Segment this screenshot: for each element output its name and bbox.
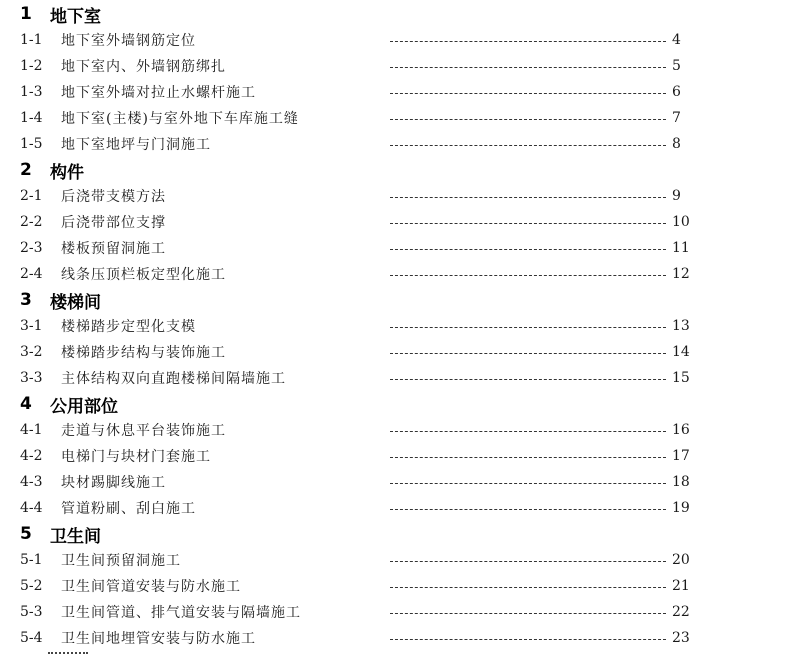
entry-number: 1-2 bbox=[20, 58, 43, 74]
toc-entry[interactable] bbox=[20, 261, 700, 287]
toc-entry[interactable] bbox=[20, 209, 700, 235]
entry-page: 5 bbox=[672, 58, 681, 74]
section-title: 构件 bbox=[50, 162, 84, 183]
dot-leader bbox=[390, 352, 666, 354]
entry-number: 2-2 bbox=[20, 214, 43, 230]
dot-leader bbox=[390, 560, 666, 562]
toc-entry[interactable] bbox=[20, 599, 700, 625]
entry-page: 10 bbox=[672, 214, 690, 230]
entry-title: 楼梯踏步结构与装饰施工 bbox=[61, 345, 226, 361]
entry-page: 16 bbox=[672, 422, 690, 438]
dot-leader bbox=[390, 430, 666, 432]
dot-leader bbox=[390, 326, 666, 328]
entry-title: 楼板预留洞施工 bbox=[61, 241, 166, 257]
dot-leader bbox=[390, 586, 666, 588]
entry-page: 14 bbox=[672, 344, 690, 360]
entry-title: 后浇带部位支撑 bbox=[61, 215, 166, 231]
entry-number: 4-3 bbox=[20, 474, 43, 490]
toc-entry[interactable] bbox=[20, 573, 700, 599]
section-number: 1 bbox=[20, 4, 32, 24]
entry-page: 17 bbox=[672, 448, 690, 464]
entry-title: 卫生间管道、排气道安装与隔墙施工 bbox=[61, 605, 301, 621]
entry-number: 4-1 bbox=[20, 422, 43, 438]
toc-entry[interactable] bbox=[20, 27, 700, 53]
dot-leader bbox=[390, 274, 666, 276]
dot-leader bbox=[390, 638, 666, 640]
entry-title: 楼梯踏步定型化支模 bbox=[61, 319, 196, 335]
entry-title: 后浇带支模方法 bbox=[61, 189, 166, 205]
section-title: 公用部位 bbox=[50, 396, 118, 417]
section-title: 楼梯间 bbox=[50, 292, 101, 313]
toc-entry[interactable] bbox=[20, 131, 700, 157]
section-heading bbox=[20, 287, 101, 313]
section-number: 3 bbox=[20, 290, 32, 310]
entry-page: 7 bbox=[672, 110, 681, 126]
entry-title: 地下室外墙对拉止水螺杆施工 bbox=[61, 85, 256, 101]
entry-title: 卫生间地埋管安装与防水施工 bbox=[61, 631, 256, 647]
section-heading bbox=[20, 1, 101, 27]
dot-leader bbox=[390, 378, 666, 380]
section-number: 5 bbox=[20, 524, 32, 544]
entry-number: 2-4 bbox=[20, 266, 43, 282]
section-heading bbox=[20, 521, 101, 547]
section-number: 4 bbox=[20, 394, 32, 414]
dot-leader bbox=[390, 92, 666, 94]
toc-entry[interactable] bbox=[20, 365, 700, 391]
entry-number: 5-4 bbox=[20, 630, 43, 646]
entry-title: 卫生间预留洞施工 bbox=[61, 553, 181, 569]
toc-entry[interactable] bbox=[20, 443, 700, 469]
entry-number: 2-1 bbox=[20, 188, 43, 204]
section-title: 卫生间 bbox=[50, 526, 101, 547]
entry-number: 1-3 bbox=[20, 84, 43, 100]
entry-title: 地下室地坪与门洞施工 bbox=[61, 137, 211, 153]
dot-leader bbox=[390, 196, 666, 198]
entry-page: 15 bbox=[672, 370, 690, 386]
dot-leader bbox=[390, 144, 666, 146]
entry-title: 线条压顶栏板定型化施工 bbox=[61, 267, 226, 283]
entry-page: 18 bbox=[672, 474, 690, 490]
entry-title: 块材踢脚线施工 bbox=[61, 475, 166, 491]
entry-page: 21 bbox=[672, 578, 690, 594]
entry-number: 1-5 bbox=[20, 136, 43, 152]
toc-entry[interactable] bbox=[20, 79, 700, 105]
entry-number: 5-3 bbox=[20, 604, 43, 620]
entry-page: 12 bbox=[672, 266, 690, 282]
cropped-next-heading bbox=[48, 650, 88, 655]
entry-page: 19 bbox=[672, 500, 690, 516]
toc-entry[interactable] bbox=[20, 313, 700, 339]
toc-entry[interactable] bbox=[20, 417, 700, 443]
entry-title: 地下室(主楼)与室外地下车库施工缝 bbox=[61, 111, 299, 127]
entry-number: 5-1 bbox=[20, 552, 43, 568]
entry-page: 13 bbox=[672, 318, 690, 334]
dot-leader bbox=[390, 482, 666, 484]
entry-number: 5-2 bbox=[20, 578, 43, 594]
entry-number: 4-2 bbox=[20, 448, 43, 464]
entry-page: 20 bbox=[672, 552, 690, 568]
entry-page: 4 bbox=[672, 32, 681, 48]
dot-leader bbox=[390, 508, 666, 510]
toc-entry[interactable] bbox=[20, 105, 700, 131]
entry-title: 地下室内、外墙钢筋绑扎 bbox=[61, 59, 226, 75]
entry-title: 走道与休息平台装饰施工 bbox=[61, 423, 226, 439]
toc-entry[interactable] bbox=[20, 183, 700, 209]
entry-title: 电梯门与块材门套施工 bbox=[61, 449, 211, 465]
entry-page: 11 bbox=[672, 240, 690, 256]
entry-page: 6 bbox=[672, 84, 681, 100]
entry-title: 管道粉刷、刮白施工 bbox=[61, 501, 196, 517]
entry-title: 主体结构双向直跑楼梯间隔墙施工 bbox=[61, 371, 286, 387]
toc-entry[interactable] bbox=[20, 53, 700, 79]
dot-leader bbox=[390, 612, 666, 614]
entry-number: 4-4 bbox=[20, 500, 43, 516]
dot-leader bbox=[390, 40, 666, 42]
toc-entry[interactable] bbox=[20, 625, 700, 651]
entry-page: 9 bbox=[672, 188, 681, 204]
toc-entry[interactable] bbox=[20, 339, 700, 365]
dot-leader bbox=[390, 66, 666, 68]
section-title: 地下室 bbox=[50, 6, 101, 27]
entry-number: 3-2 bbox=[20, 344, 43, 360]
entry-page: 23 bbox=[672, 630, 690, 646]
dot-leader bbox=[390, 222, 666, 224]
dot-leader bbox=[390, 118, 666, 120]
dot-leader bbox=[390, 456, 666, 458]
toc-entry[interactable] bbox=[20, 469, 700, 495]
entry-number: 2-3 bbox=[20, 240, 43, 256]
entry-number: 3-1 bbox=[20, 318, 43, 334]
section-number: 2 bbox=[20, 160, 32, 180]
entry-page: 22 bbox=[672, 604, 690, 620]
section-heading bbox=[20, 391, 118, 417]
section-heading bbox=[20, 157, 84, 183]
entry-title: 卫生间管道安装与防水施工 bbox=[61, 579, 241, 595]
entry-number: 1-1 bbox=[20, 32, 43, 48]
entry-number: 1-4 bbox=[20, 110, 43, 126]
entry-number: 3-3 bbox=[20, 370, 43, 386]
toc-entry[interactable] bbox=[20, 495, 700, 521]
entry-page: 8 bbox=[672, 136, 681, 152]
dot-leader bbox=[390, 248, 666, 250]
toc-entry[interactable] bbox=[20, 547, 700, 573]
toc-entry[interactable] bbox=[20, 235, 700, 261]
entry-title: 地下室外墙钢筋定位 bbox=[61, 33, 196, 49]
